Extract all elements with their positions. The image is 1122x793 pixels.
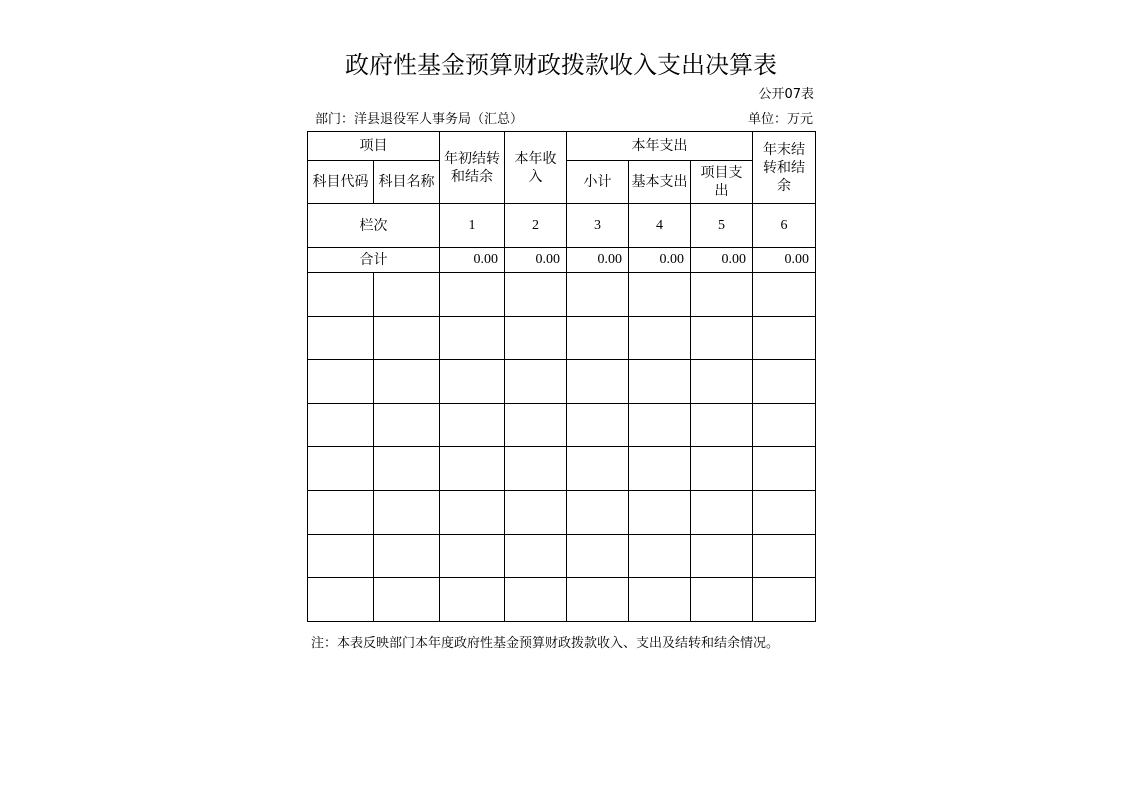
table-cell xyxy=(440,578,505,622)
total-value: 0.00 xyxy=(691,248,753,273)
table-row xyxy=(308,578,816,622)
table-cell xyxy=(505,403,567,447)
table-cell xyxy=(691,534,753,578)
total-label: 合计 xyxy=(308,248,440,273)
table-row xyxy=(308,490,816,534)
table-cell xyxy=(374,534,440,578)
table-cell xyxy=(691,273,753,317)
table-cell xyxy=(567,403,629,447)
table-cell xyxy=(691,490,753,534)
header-opening-balance xyxy=(440,132,505,204)
table-cell xyxy=(308,578,374,622)
table-cell xyxy=(629,403,691,447)
table-row xyxy=(308,403,816,447)
table-cell xyxy=(308,534,374,578)
table-cell xyxy=(505,578,567,622)
table-cell xyxy=(567,360,629,404)
column-index-cell: 5 xyxy=(691,204,753,248)
header-item: 项目 xyxy=(308,132,440,161)
table-cell xyxy=(567,447,629,491)
total-value: 0.00 xyxy=(753,248,816,273)
table-cell xyxy=(753,447,816,491)
column-index-row xyxy=(308,204,816,248)
table-cell xyxy=(629,534,691,578)
table-cell xyxy=(374,447,440,491)
header-code: 科目代码 xyxy=(308,161,374,204)
table-cell xyxy=(505,490,567,534)
form-number: 公开07表 xyxy=(758,87,814,102)
table-cell xyxy=(691,316,753,360)
department-label: 部门：洋县退役军人事务局（汇总） xyxy=(315,112,524,127)
table-cell xyxy=(505,360,567,404)
table-cell xyxy=(374,316,440,360)
settlement-table xyxy=(307,131,816,622)
table-cell xyxy=(691,578,753,622)
table-cell xyxy=(505,534,567,578)
header-expense-group: 本年支出 xyxy=(567,132,753,161)
table-cell xyxy=(753,316,816,360)
header-project-expense-text: 项目支出 xyxy=(700,165,743,199)
page-title: 政府性基金预算财政拨款收入支出决算表 xyxy=(345,51,777,79)
table-cell xyxy=(308,360,374,404)
table-cell xyxy=(440,534,505,578)
header-basic-expense: 基本支出 xyxy=(629,161,691,204)
table-cell xyxy=(629,447,691,491)
table-cell xyxy=(567,316,629,360)
table-row xyxy=(308,316,816,360)
table-cell xyxy=(629,578,691,622)
table-row xyxy=(308,534,816,578)
table-cell xyxy=(374,403,440,447)
table-cell xyxy=(505,447,567,491)
header-project-expense xyxy=(691,161,753,204)
table-cell xyxy=(440,490,505,534)
header-closing-balance xyxy=(753,132,816,204)
column-index-cell: 2 xyxy=(505,204,567,248)
table-cell xyxy=(308,490,374,534)
table-cell xyxy=(567,534,629,578)
table-cell xyxy=(308,403,374,447)
table-cell xyxy=(753,273,816,317)
table-cell xyxy=(567,578,629,622)
header-opening-balance-text: 年初结转和结余 xyxy=(444,150,500,185)
table-cell xyxy=(629,360,691,404)
column-index-cell: 6 xyxy=(753,204,816,248)
header-subtotal: 小计 xyxy=(567,161,629,204)
header-name: 科目名称 xyxy=(374,161,440,204)
table-row xyxy=(308,273,816,317)
total-value: 0.00 xyxy=(505,248,567,273)
total-value: 0.00 xyxy=(629,248,691,273)
table-cell xyxy=(753,490,816,534)
column-index-cell: 3 xyxy=(567,204,629,248)
column-index-cell: 1 xyxy=(440,204,505,248)
table-cell xyxy=(308,273,374,317)
unit-label: 单位：万元 xyxy=(747,112,813,127)
table-cell xyxy=(374,490,440,534)
table-cell xyxy=(629,490,691,534)
column-index-cell: 4 xyxy=(629,204,691,248)
table-cell xyxy=(440,447,505,491)
table-cell xyxy=(691,447,753,491)
table-cell xyxy=(691,360,753,404)
table-cell xyxy=(753,360,816,404)
footnote: 注：本表反映部门本年度政府性基金预算财政拨款收入、支出及结转和结余情况。 xyxy=(311,636,780,651)
table-cell xyxy=(374,578,440,622)
table-cell xyxy=(567,490,629,534)
table-cell xyxy=(505,316,567,360)
header-income xyxy=(505,132,567,204)
table-cell xyxy=(753,534,816,578)
header-income-text: 本年收入 xyxy=(514,150,557,185)
table-cell xyxy=(753,403,816,447)
table-cell xyxy=(691,403,753,447)
table-cell xyxy=(629,316,691,360)
total-value: 0.00 xyxy=(567,248,629,273)
table-cell xyxy=(374,360,440,404)
column-index-label: 栏次 xyxy=(308,204,440,248)
header-row-1 xyxy=(308,132,816,161)
table-cell xyxy=(753,578,816,622)
total-value: 0.00 xyxy=(440,248,505,273)
table-cell xyxy=(440,316,505,360)
table-row xyxy=(308,360,816,404)
header-closing-balance-text: 年末结转和结余 xyxy=(763,141,805,194)
table-row xyxy=(308,447,816,491)
table-cell xyxy=(505,273,567,317)
table-cell xyxy=(629,273,691,317)
table-cell xyxy=(440,403,505,447)
table-cell xyxy=(440,273,505,317)
table-cell xyxy=(440,360,505,404)
table-cell xyxy=(567,273,629,317)
table-cell xyxy=(374,273,440,317)
total-row xyxy=(308,248,816,273)
table-cell xyxy=(308,316,374,360)
table-cell xyxy=(308,447,374,491)
